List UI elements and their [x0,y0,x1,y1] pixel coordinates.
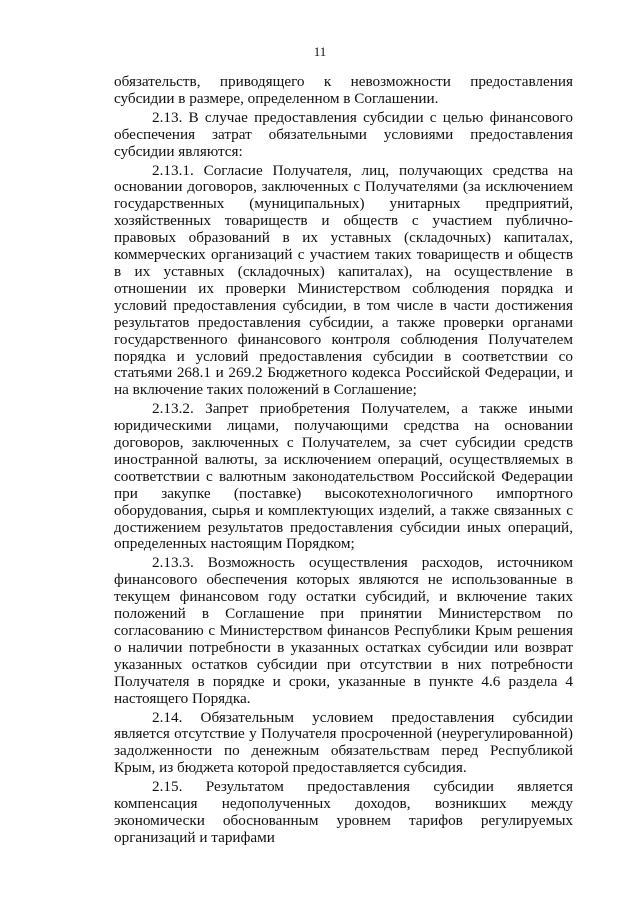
paragraph-2-13-2: 2.13.2. Запрет приобретения Получателем, а также иными юридическими лицами, получающими средства на основании договоров, заключенных с Получателем, за счет субсидии средств иностранной валюты, за исключением операций, осуществляемых в соответствии с валютным законодательством Российской Федерации при закупке (поставке) высокотехнологичного импортного оборудования, сырья и комплектующих изделий, а также связанных с достижением результатов предоставления субсидии иных операций, определенных настоящим Порядком; [114,400,573,553]
document-body [114,74,573,849]
paragraph-2-13: 2.13. В случае предоставления субсидии с целью финансового обеспечения затрат обязательными условиями предоставления субсидии являются: [114,108,573,160]
paragraph-2-13-1: 2.13.1. Согласие Получателя, лиц, получающих средства на основании договоров, заключенных с Получателями (за исключением государственных (муниципальных) унитарных предприятий, хозяйственных товариществ и обществ с участием публично-правовых образований в их уставных (складочных) капиталах, коммерческих организаций с участием таких товариществ и обществ в их уставных (складочных) капиталах), на осуществление в отношении их проверки Министерством соблюдения порядка и условий предоставления субсидии, в том числе в части достижения результатов предоставления субсидии, а также проверки органами государственного финансового контроля соблюдения Получателем порядка и условий предоставления субсидии в соответствии со статьями 268.1 и 269.2 Бюджетного кодекса Российской Федерации, и на включение таких положений в Соглашение; [114,161,573,399]
page-number: 11 [313,44,327,59]
paragraph-2-14: 2.14. Обязательным условием предоставления субсидии является отсутствие у Получателя просроченной (неурегулированной) задолженности по денежным обязательствам перед Республикой Крым, из бюджета которой предоставляется субсидия. [114,708,573,777]
paragraph-2-13-3: 2.13.3. Возможность осуществления расходов, источником финансового обеспечения которых являются не использованные в текущем финансовом году остатки субсидий, и включение таких положений в Соглашение при принятии Министерством по согласованию с Министерством финансов Республики Крым решения о наличии потребности в указанных остатках субсидии или возврат указанных остатков субсидии при отсутствии в них потребности Получателя в порядке и сроки, указанные в пункте 4.6 раздела 4 настоящего Порядка. [114,554,573,707]
paragraph-continuation: обязательств, приводящего к невозможности предоставления субсидии в размере, определенном в Соглашении. [114,73,573,107]
paragraph-2-15: 2.15. Результатом предоставления субсидии является компенсация недополученных доходов, возникших между экономически обоснованным уровнем тарифов регулируемых организаций и тарифами [114,778,573,846]
